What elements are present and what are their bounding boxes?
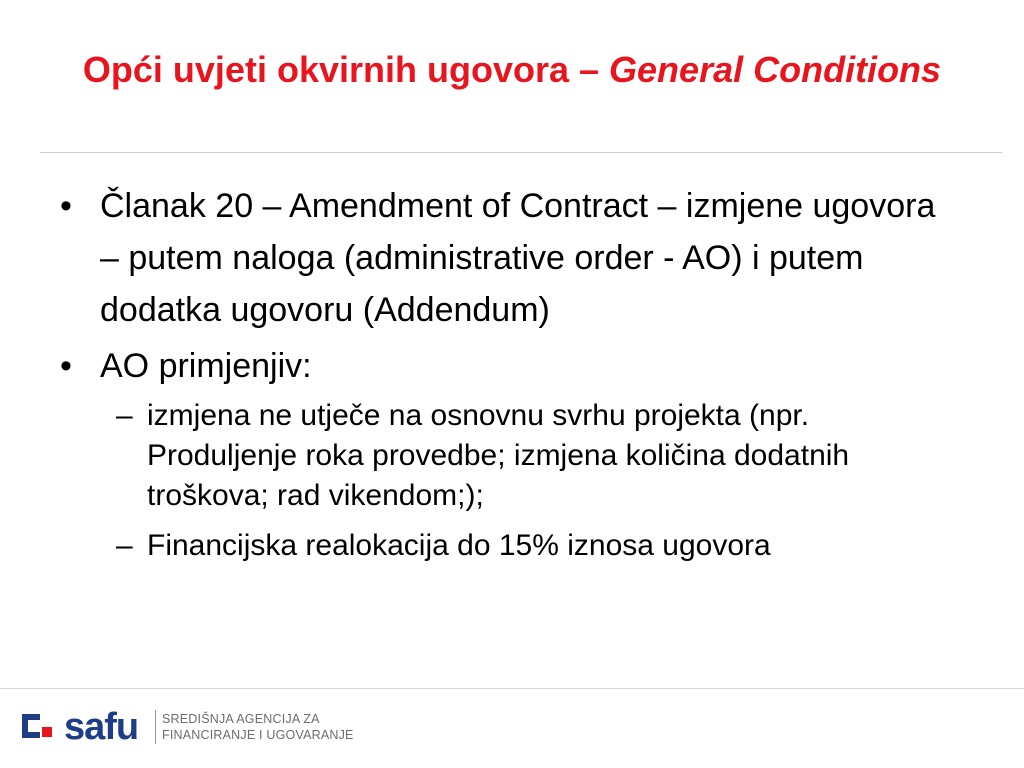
bullet-marker: • — [60, 347, 72, 385]
safu-logo-mark-icon — [22, 712, 56, 747]
bullet-marker: • — [60, 187, 72, 225]
agency-name — [162, 711, 422, 743]
sub-bullet-text: izmjena ne utječe na osnovnu svrhu projekta (npr. Produljenje roka provedbe; izmjena količina dodatnih troškova; rad vikendom;); — [147, 399, 850, 512]
sub-bullet-marker: – — [116, 529, 133, 562]
bullet-text: AO primjenjiv: — [100, 347, 312, 385]
slide-title-regular: Opći uvjeti okvirnih ugovora – — [82, 49, 610, 90]
sub-bullet-item — [60, 526, 960, 566]
sub-bullet-marker: – — [116, 399, 133, 432]
slide-title-italic: General Conditions — [609, 49, 942, 90]
sub-bullet-item — [60, 396, 960, 516]
footer-divider — [0, 688, 1024, 689]
logo-text: safu — [64, 706, 139, 748]
sub-bullet-text: Financijska realokacija do 15% iznosa ugovora — [147, 529, 771, 562]
slide-title — [40, 44, 984, 96]
logo-separator — [155, 710, 156, 744]
agency-line-1: SREDIŠNJA AGENCIJA ZA — [162, 712, 320, 726]
bullet-item — [60, 340, 960, 392]
agency-line-2: FINANCIRANJE I UGOVARANJE — [162, 728, 354, 742]
bullet-item — [60, 180, 960, 336]
title-divider — [40, 152, 1002, 153]
bullet-text: Članak 20 – Amendment of Contract – izmjene ugovora – putem naloga (administrative order - AO) i putem dodatka ugovoru (Addendum) — [100, 187, 936, 329]
slide-body — [60, 180, 960, 576]
